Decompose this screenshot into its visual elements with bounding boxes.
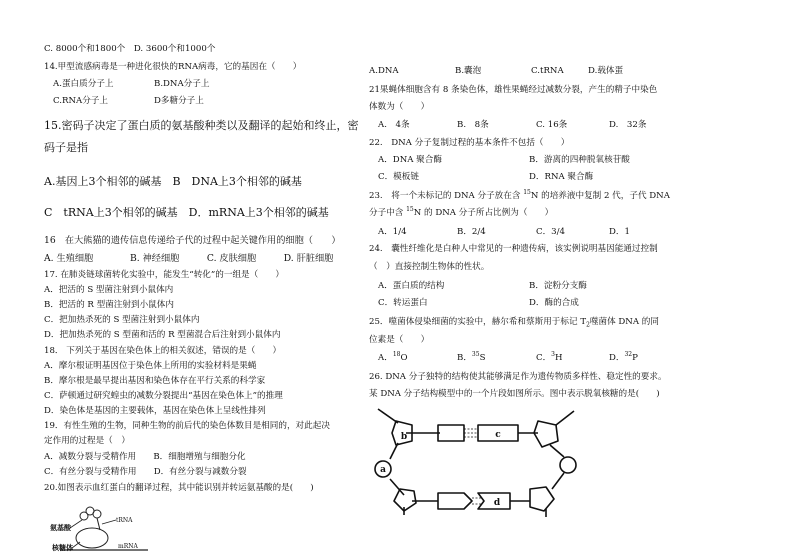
q21-option-a: A. 4条 bbox=[378, 120, 410, 130]
dna-fragment-diagram bbox=[368, 403, 588, 521]
q19-options-cd: C．有丝分裂与受精作用 D．有丝分裂与减数分裂 bbox=[44, 467, 247, 477]
q23-option-d: D．1 bbox=[609, 227, 630, 237]
q24-option-b: B．淀粉分支酶 bbox=[529, 281, 587, 291]
label-pointer bbox=[102, 520, 116, 524]
isotope-superscript: 18 bbox=[392, 351, 401, 359]
q20-option-b: B.囊泡 bbox=[455, 66, 482, 76]
element-symbol: S bbox=[479, 353, 486, 363]
q21-stem-line1: 21果蝇体细胞含有 8 条染色体，雄性果蝇经过减数分裂，产生的精子中染色 bbox=[369, 85, 658, 95]
q15-options-ab: A.基因上3个相邻的碱基 B DNA上3个相邻的碱基 bbox=[44, 175, 302, 188]
q20-stem: 20.如图表示血红蛋白的翻译过程，其中能识别并转运氨基酸的是( ) bbox=[44, 483, 314, 493]
translation-figure bbox=[40, 498, 160, 558]
q14-option-c: C.RNA分子上 bbox=[53, 96, 108, 106]
q24-option-c: C．转运蛋白 bbox=[378, 298, 428, 308]
q15-stem-line1: 15.密码子决定了蛋白质的氨基酸种类以及翻译的起始和终止，密 bbox=[44, 119, 359, 132]
q17-option-a: A．把活的 S 型菌注射到小鼠体内 bbox=[44, 285, 174, 295]
q17-option-b: B．把活的 R 型菌注射到小鼠体内 bbox=[44, 300, 174, 310]
q23-stem-line1 bbox=[369, 191, 670, 202]
option-letter: D． bbox=[609, 353, 625, 363]
backbone-bond bbox=[552, 473, 564, 489]
q18-option-b: B．摩尔根是最早提出基因和染色体存在平行关系的科学家 bbox=[44, 376, 266, 386]
q24-stem-line1: 24. 囊性纤维化是白种人中常见的一种遗传病，该实例说明基因能通过控制 bbox=[369, 244, 658, 254]
q25-stem-text: 噬菌体 DNA 的同 bbox=[589, 317, 659, 327]
label-a: a bbox=[380, 465, 386, 475]
sugar-pentagon bbox=[394, 489, 416, 511]
q19-stem-line2: 定作用的过程是（ ） bbox=[44, 436, 130, 446]
q25-option-c bbox=[536, 353, 563, 364]
q21-stem-line2: 体数为（ ） bbox=[369, 102, 430, 112]
q20-option-c: C.tRNA bbox=[531, 66, 564, 76]
q15-options-cd: C tRNA上3个相邻的碱基 D．mRNA上3个相邻的碱基 bbox=[44, 206, 329, 219]
q21-option-d: D. 32条 bbox=[609, 120, 647, 130]
trna-label: tRNA bbox=[116, 517, 133, 524]
backbone-bond bbox=[550, 445, 564, 457]
backbone-bond bbox=[378, 409, 398, 423]
q16-options: A. 生殖细胞 B. 神经细胞 C. 皮肤细胞 D. 肝脏细胞 bbox=[44, 253, 334, 264]
q23-option-a: A．1/4 bbox=[378, 227, 407, 237]
option-letter: C． bbox=[536, 353, 552, 363]
q23-stem-line2 bbox=[369, 208, 553, 219]
q26-stem-line1: 26. DNA 分子独特的结构使其能够满足作为遗传物质多样性、稳定性的要求。 bbox=[369, 372, 667, 382]
q24-option-d: D．酶的合成 bbox=[529, 298, 579, 308]
phosphate-circle bbox=[560, 457, 576, 473]
q14-stem: 14.甲型流感病毒是一种进化很快的RNA病毒，它的基因在（ ） bbox=[44, 62, 302, 72]
q22-option-a: A．DNA 聚合酶 bbox=[378, 155, 442, 165]
q22-option-d: D．RNA 聚合酶 bbox=[529, 172, 594, 182]
mrna-label: mRNA bbox=[118, 543, 138, 550]
q21-option-b: B. 8条 bbox=[457, 120, 489, 130]
q20-option-a: A.DNA bbox=[369, 66, 399, 76]
q13-options-cd: C. 8000个和1800个 D. 3600个和1000个 bbox=[44, 44, 216, 54]
isotope-superscript: 15 bbox=[523, 189, 531, 197]
q17-option-c: C．把加热杀死的 S 型菌注射到小鼠体内 bbox=[44, 315, 200, 325]
q23-option-b: B．2/4 bbox=[457, 227, 486, 237]
element-symbol: O bbox=[400, 353, 408, 363]
phage-subscript: 2 bbox=[586, 321, 590, 329]
option-letter: B． bbox=[457, 353, 472, 363]
sugar-pentagon bbox=[530, 487, 554, 511]
q14-option-d: D多糖分子上 bbox=[154, 96, 204, 106]
isotope-superscript: 32 bbox=[624, 351, 633, 359]
q23-stem-text: N 的培养液中复制 2 代，子代 DNA bbox=[530, 191, 670, 201]
q23-option-c: C．3/4 bbox=[536, 227, 565, 237]
q14-option-a: A.蛋白质分子上 bbox=[53, 79, 114, 89]
q25-stem-line2: 位素是（ ） bbox=[369, 335, 430, 345]
q20-option-d: D.载体蛋 bbox=[588, 66, 624, 76]
q19-stem-line1: 19．有性生殖的生物，同种生物的前后代的染色体数目是相同的，对此起决 bbox=[44, 421, 330, 431]
label-d: d bbox=[493, 498, 501, 508]
q18-option-d: D．染色体是基因的主要载体，基因在染色体上呈线性排列 bbox=[44, 406, 266, 416]
q14-option-b: B.DNA分子上 bbox=[154, 79, 210, 89]
q25-option-b bbox=[457, 353, 485, 364]
amino-acid-label: 氨基酸 bbox=[50, 523, 71, 532]
base-arrow bbox=[438, 493, 472, 509]
isotope-superscript: 15 bbox=[406, 206, 414, 214]
backbone-bond bbox=[556, 411, 574, 425]
q24-stem-line2: （ ）直接控制生物体的性状。 bbox=[369, 262, 490, 272]
q17-stem: 17. 在肺炎链球菌转化实验中，能发生“转化”的一组是（ ） bbox=[44, 270, 285, 280]
ribosome-label: 核糖体 bbox=[52, 543, 73, 552]
q23-stem-text: N 的 DNA 分子所占比例为（ ） bbox=[413, 208, 554, 218]
q22-option-c: C．模板链 bbox=[378, 172, 419, 182]
backbone-bond bbox=[390, 479, 404, 495]
q22-option-b: B．游离的四种脱氧核苷酸 bbox=[529, 155, 630, 165]
q25-stem-text: 25．噬菌体侵染细菌的实验中，赫尔希和蔡斯用于标记 T bbox=[369, 317, 587, 327]
q24-option-a: A．蛋白质的结构 bbox=[378, 281, 445, 291]
q22-stem: 22. DNA 分子复制过程的基本条件不包括（ ） bbox=[369, 138, 570, 148]
isotope-superscript: 3 bbox=[551, 351, 555, 359]
q18-stem: 18． 下列关于基因在染色体上的相关叙述，错误的是（ ） bbox=[44, 346, 282, 356]
q25-stem-line1 bbox=[369, 317, 659, 328]
label-pointer bbox=[72, 542, 80, 548]
q15-stem-line2: 码子是指 bbox=[44, 141, 88, 154]
label-c: c bbox=[495, 430, 501, 440]
q17-option-d: D．把加热杀死的 S 型菌和活的 R 型菌混合后注射到小鼠体内 bbox=[44, 330, 281, 340]
amino-acid-bead bbox=[93, 510, 101, 518]
q16-stem: 16 在大熊猫的遗传信息传递给子代的过程中起关键作用的细胞（ ） bbox=[44, 235, 341, 246]
q23-stem-text: 分子中含 bbox=[369, 208, 407, 218]
element-symbol: P bbox=[632, 353, 638, 363]
q26-stem-line2: 某 DNA 分子结构模型中的一个片段如图所示。图中表示脱氧核糖的是( ) bbox=[369, 389, 660, 399]
q23-stem-text: 23. 将一个未标记的 DNA 分子放在含 bbox=[369, 191, 524, 201]
q19-options-ab: A．减数分裂与受精作用 B．细胞增殖与细胞分化 bbox=[44, 452, 246, 462]
q21-option-c: C. 16条 bbox=[536, 120, 568, 130]
q18-option-c: C．萨顿通过研究蝗虫的减数分裂提出“基因在染色体上”的推理 bbox=[44, 391, 283, 401]
base-rect bbox=[438, 425, 464, 441]
element-symbol: H bbox=[555, 353, 563, 363]
label-pointer bbox=[70, 520, 82, 528]
q25-option-a bbox=[378, 353, 408, 364]
q18-option-a: A．摩尔根证明基因位于染色体上所用的实验材料是果蝇 bbox=[44, 361, 257, 371]
label-b: b bbox=[400, 432, 408, 442]
sugar-pentagon bbox=[534, 421, 558, 447]
option-letter: A． bbox=[378, 353, 393, 363]
isotope-superscript: 35 bbox=[471, 351, 480, 359]
q25-option-d bbox=[609, 353, 638, 364]
ribosome-shape bbox=[76, 528, 108, 548]
